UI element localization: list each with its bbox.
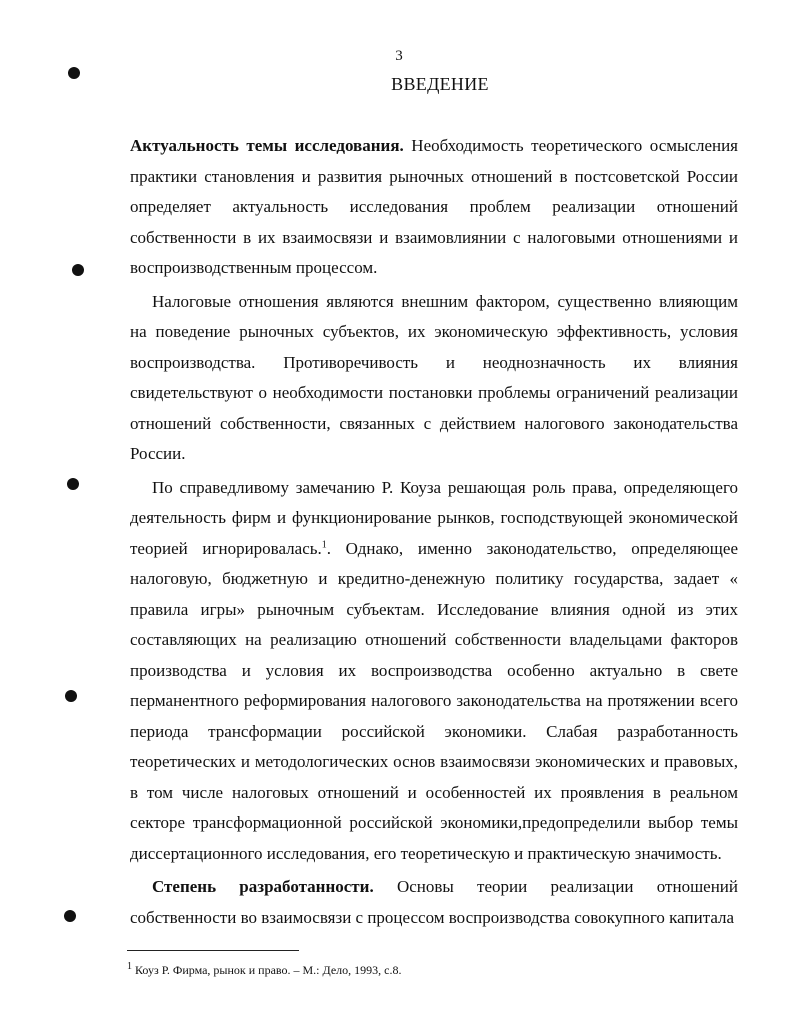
footnote-text: Коуз Р. Фирма, рынок и право. – М.: Дело, 1993, с.8. [132, 963, 402, 977]
footnote-reference[interactable]: 1 [321, 538, 327, 550]
binder-hole-4 [65, 690, 77, 702]
paragraph-text: Налоговые отношения являются внешним фактором, существенно влияющим на поведение рыночных субъектов, их экономическую эффективность, условия воспроизводства. Противоречивость и неоднозначность их влияния свидетельствуют о необходимости постановки проблемы ограничений реализации отношений собственности, связанных с действием налогового законодательства России. [130, 291, 738, 463]
paragraph-coase [130, 473, 738, 870]
paragraph-lead: Степень разработанности. [152, 877, 374, 896]
paragraph-text: Основы теории реализации отношений собственности во взаимосвязи с процессом воспроизводства совокупного капитала [130, 877, 738, 927]
footnote-divider [127, 950, 299, 951]
paragraph-elaboration [130, 872, 738, 933]
paragraph-text: По справедливому замечанию Р. Коуза решающая роль права, определяющего деятельность фирм и функционирование рынков, господствующей экономической теорией игнорировалась. [130, 477, 738, 558]
binder-hole-2 [72, 264, 84, 276]
binder-hole-3 [67, 478, 79, 490]
paragraph-text: . Однако, именно законодательство, определяющее налоговую, бюджетную и кредитно-денежную политику государства, задает « правила игры» рыночным субъектам. Исследование влияния одной из этих составляющих на реализацию отношений собственности владельцами факторов производства и условия их воспроизводства особенно актуально в свете перманентного реформирования налогового законодательства на протяжении всего периода трансформации российской экономики. Слабая разработанность теоретических и методологических основ взаимосвязи экономических и правовых, в том числе налоговых отношений и особенностей их проявления в реальном секторе трансформационной российской экономики,предопределили выбор темы диссертационного исследования, его теоретическую и практическую значимость. [130, 538, 738, 863]
binder-hole-5 [64, 910, 76, 922]
footnote-mark: 1 [127, 961, 132, 972]
paragraph-lead: Актуальность темы исследования. [130, 136, 404, 155]
page-number: 3 [395, 48, 403, 64]
paragraph-text: Необходимость теоретического осмысления практики становления и развития рыночных отношений в постсоветской России определяет актуальность исследования проблем реализации отношений собственности в их взаимосвязи и взаимовлиянии с налоговыми отношениями и воспроизводственным процессом. [130, 136, 739, 277]
footnote [127, 963, 737, 977]
paragraph-tax-relations [130, 287, 738, 470]
page-title: ВВЕДЕНИЕ [391, 74, 489, 94]
paragraph-relevance [130, 131, 738, 284]
body-text [130, 131, 738, 933]
